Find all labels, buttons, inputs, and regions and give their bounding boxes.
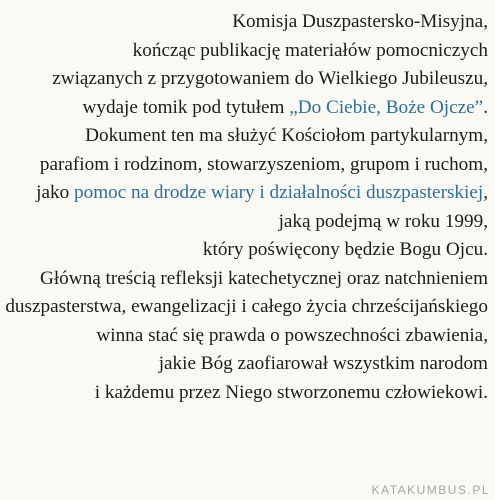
text-line-10: Główną treścią refleksji katechetycznej oraz natchnieniem (39, 267, 488, 289)
text-line-1: Komisja Duszpastersko-Misyjna, (232, 11, 488, 32)
purpose-highlight: pomoc na drodze wiary i działalności duszpasterskiej (74, 182, 484, 203)
text-line-7-before: jako (36, 182, 74, 203)
text-line-9: który poświęcony będzie Bogu Ojcu. (202, 239, 488, 260)
paragraph-block (0, 8, 488, 407)
text-line-3: związanych z przygotowaniem do Wielkiego Jubileuszu, (52, 68, 488, 89)
text-line-7-after: , (483, 182, 488, 203)
book-title-highlight: „Do Ciebie, Boże Ojcze” (289, 96, 484, 118)
text-line-4 (0, 94, 488, 123)
text-line-4-after: . (483, 96, 488, 118)
text-line-14: i każdemu przez Niego stworzonemu człowiekowi. (94, 381, 488, 403)
text-line-12: winna stać się prawda o powszechności zbawienia, (96, 324, 488, 346)
text-line-6: parafiom i rodzinom, stowarzyszeniom, grupom i ruchom, (39, 153, 488, 175)
watermark: KATAKUMBUS.PL (371, 483, 490, 497)
text-line-11: duszpasterstwa, ewangelizacji i całego życia chrześcijańskiego (5, 296, 488, 317)
text-line-2: kończąc publikację materiałów pomocniczych (132, 39, 488, 61)
text-line-7 (0, 179, 488, 208)
text-line-5: Dokument ten ma służyć Kościołom partykularnym, (85, 125, 488, 146)
text-line-4-before: wydaje tomik pod tytułem (82, 96, 290, 118)
text-line-8: jaką podejmą w roku 1999, (278, 210, 488, 232)
text-line-13: jakie Bóg zaofiarował wszystkim narodom (158, 353, 488, 374)
